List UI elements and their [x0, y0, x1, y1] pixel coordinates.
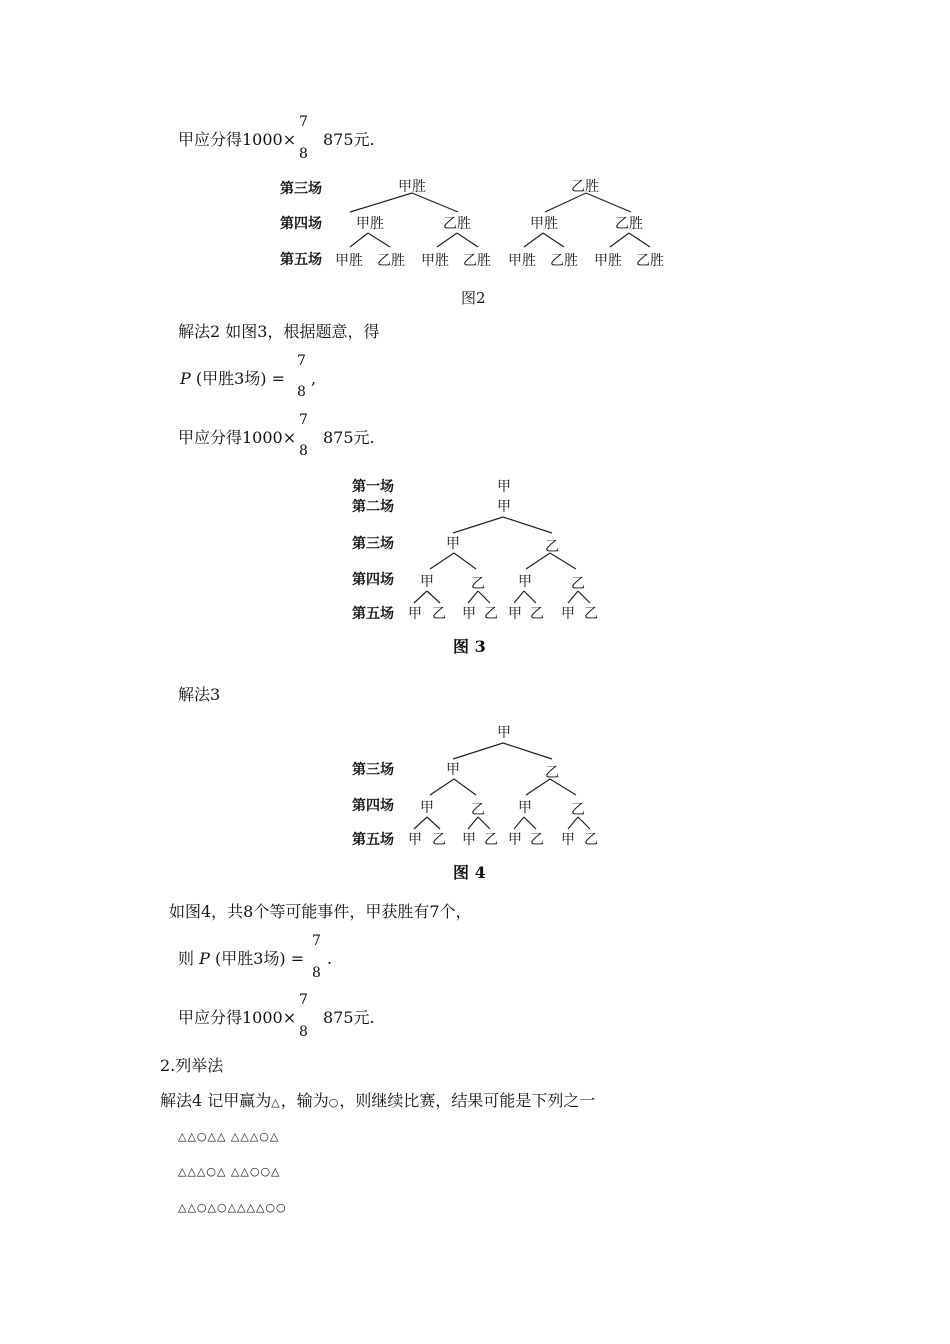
row-label-game5: 第五场 [280, 252, 322, 268]
figure-caption: 图2 [461, 289, 486, 307]
tree-node: 甲 [420, 800, 434, 816]
tree-node: 甲 [561, 606, 575, 622]
section-title: 2.列举法 [160, 1056, 224, 1075]
intro-part-b: ，输为 [280, 1091, 329, 1110]
allocation-suffix: 875元. [323, 428, 375, 447]
tree-node: 乙 [545, 765, 559, 781]
allocation-suffix: 875元. [323, 130, 375, 149]
row-label-game4: 第四场 [352, 798, 394, 814]
tree-node: 乙 [584, 606, 598, 622]
tree-node: 乙胜 [443, 216, 471, 232]
solution-4-intro [160, 1091, 595, 1113]
figure-caption: 图 4 [453, 863, 486, 882]
tree-node: 甲胜 [421, 253, 449, 269]
tree-node: 甲 [420, 574, 434, 590]
tree-node: 乙 [432, 832, 446, 848]
allocation-line-3: 甲应分得1000× [178, 1008, 297, 1027]
fraction-denominator: 8 [299, 443, 308, 459]
punctuation: . [327, 949, 333, 968]
outcome-row: △△○△△ △△△○△ [178, 1130, 280, 1143]
tree-node: 乙 [471, 576, 485, 592]
row-label-game3: 第三场 [352, 762, 394, 778]
tree-node: 乙胜 [571, 179, 599, 195]
tree-node: 甲胜 [508, 253, 536, 269]
fraction-numerator: 7 [299, 992, 308, 1008]
outcome-row: △△△○△ △△○○△ [178, 1165, 281, 1178]
row-label-game2: 第二场 [352, 499, 394, 515]
tree-node: 甲 [408, 832, 422, 848]
tree-node: 甲 [497, 725, 511, 741]
row-label-game5: 第五场 [352, 606, 394, 622]
tree-node: 甲 [408, 606, 422, 622]
tree-node: 乙 [571, 576, 585, 592]
allocation-line-2: 甲应分得1000× [178, 428, 297, 447]
tree-node: 甲 [446, 762, 460, 778]
tree-node: 乙 [571, 802, 585, 818]
fraction-denominator: 8 [299, 1024, 308, 1040]
tree-node: 乙 [471, 802, 485, 818]
fraction-numerator: 7 [299, 412, 308, 428]
tree-node: 乙胜 [636, 253, 664, 269]
fraction-denominator: 8 [297, 384, 306, 400]
solution-3-statement: 如图4，共8个等可能事件，甲获胜有7个， [169, 902, 472, 921]
tree-node: 乙 [545, 539, 559, 555]
tree-node: 乙胜 [377, 253, 405, 269]
probability-body: (甲胜3场) = [214, 949, 305, 968]
fraction-numerator: 7 [297, 353, 306, 369]
probability-symbol: P [180, 369, 191, 388]
tree-node: 甲 [462, 832, 476, 848]
tree-node: 乙 [484, 832, 498, 848]
tree-node: 甲 [497, 499, 511, 515]
tree-node: 甲 [518, 800, 532, 816]
tree-node: 甲 [446, 536, 460, 552]
intro-part-c: ，则继续比赛，结果可能是下列之一 [339, 1091, 596, 1110]
solution-2-title: 解法2 如图3，根据题意，得 [178, 322, 380, 341]
tree-node: 乙 [484, 606, 498, 622]
figure-caption: 图 3 [453, 637, 486, 656]
tree-node: 甲 [518, 574, 532, 590]
tree-node: 乙 [530, 832, 544, 848]
fraction-denominator: 8 [312, 965, 321, 981]
solution-3-title: 解法3 [178, 685, 221, 704]
tree-node: 乙 [584, 832, 598, 848]
row-label-game4: 第四场 [280, 216, 322, 232]
tree-node: 乙胜 [463, 253, 491, 269]
fraction-numerator: 7 [312, 933, 321, 949]
outcome-row: △△○△○△△△△○○ [178, 1201, 287, 1214]
tree-node: 乙胜 [615, 216, 643, 232]
row-label-game4: 第四场 [352, 572, 394, 588]
tree-node: 甲 [462, 606, 476, 622]
row-label-game3: 第三场 [352, 536, 394, 552]
tree-node: 甲 [561, 832, 575, 848]
tree-node: 甲胜 [356, 216, 384, 232]
fraction-numerator: 7 [299, 114, 308, 130]
tree-node: 甲胜 [530, 216, 558, 232]
tree-node: 甲胜 [594, 253, 622, 269]
tree-node: 乙 [530, 606, 544, 622]
intro-part-a: 解法4 记甲赢为 [160, 1091, 272, 1110]
probability-prefix: 则 [178, 949, 195, 968]
row-label-game3: 第三场 [280, 181, 322, 197]
tree-node: 乙 [432, 606, 446, 622]
tree-node: 甲 [508, 832, 522, 848]
probability-line [178, 949, 304, 969]
punctuation: , [311, 369, 317, 388]
circle-icon: ○ [328, 1096, 340, 1109]
fraction-denominator: 8 [299, 146, 308, 162]
triangle-icon: △ [271, 1096, 281, 1109]
row-label-game1: 第一场 [352, 479, 394, 495]
tree-node: 乙胜 [550, 253, 578, 269]
tree-node: 甲胜 [335, 253, 363, 269]
allocation-suffix: 875元. [323, 1008, 375, 1027]
allocation-prefix: 甲应分得1000× [178, 130, 297, 149]
probability-body: (甲胜3场) = [195, 369, 286, 388]
tree-node: 甲胜 [398, 179, 426, 195]
row-label-game5: 第五场 [352, 832, 394, 848]
probability-symbol: P [199, 949, 210, 968]
tree-node: 甲 [497, 479, 511, 495]
tree-node: 甲 [508, 606, 522, 622]
